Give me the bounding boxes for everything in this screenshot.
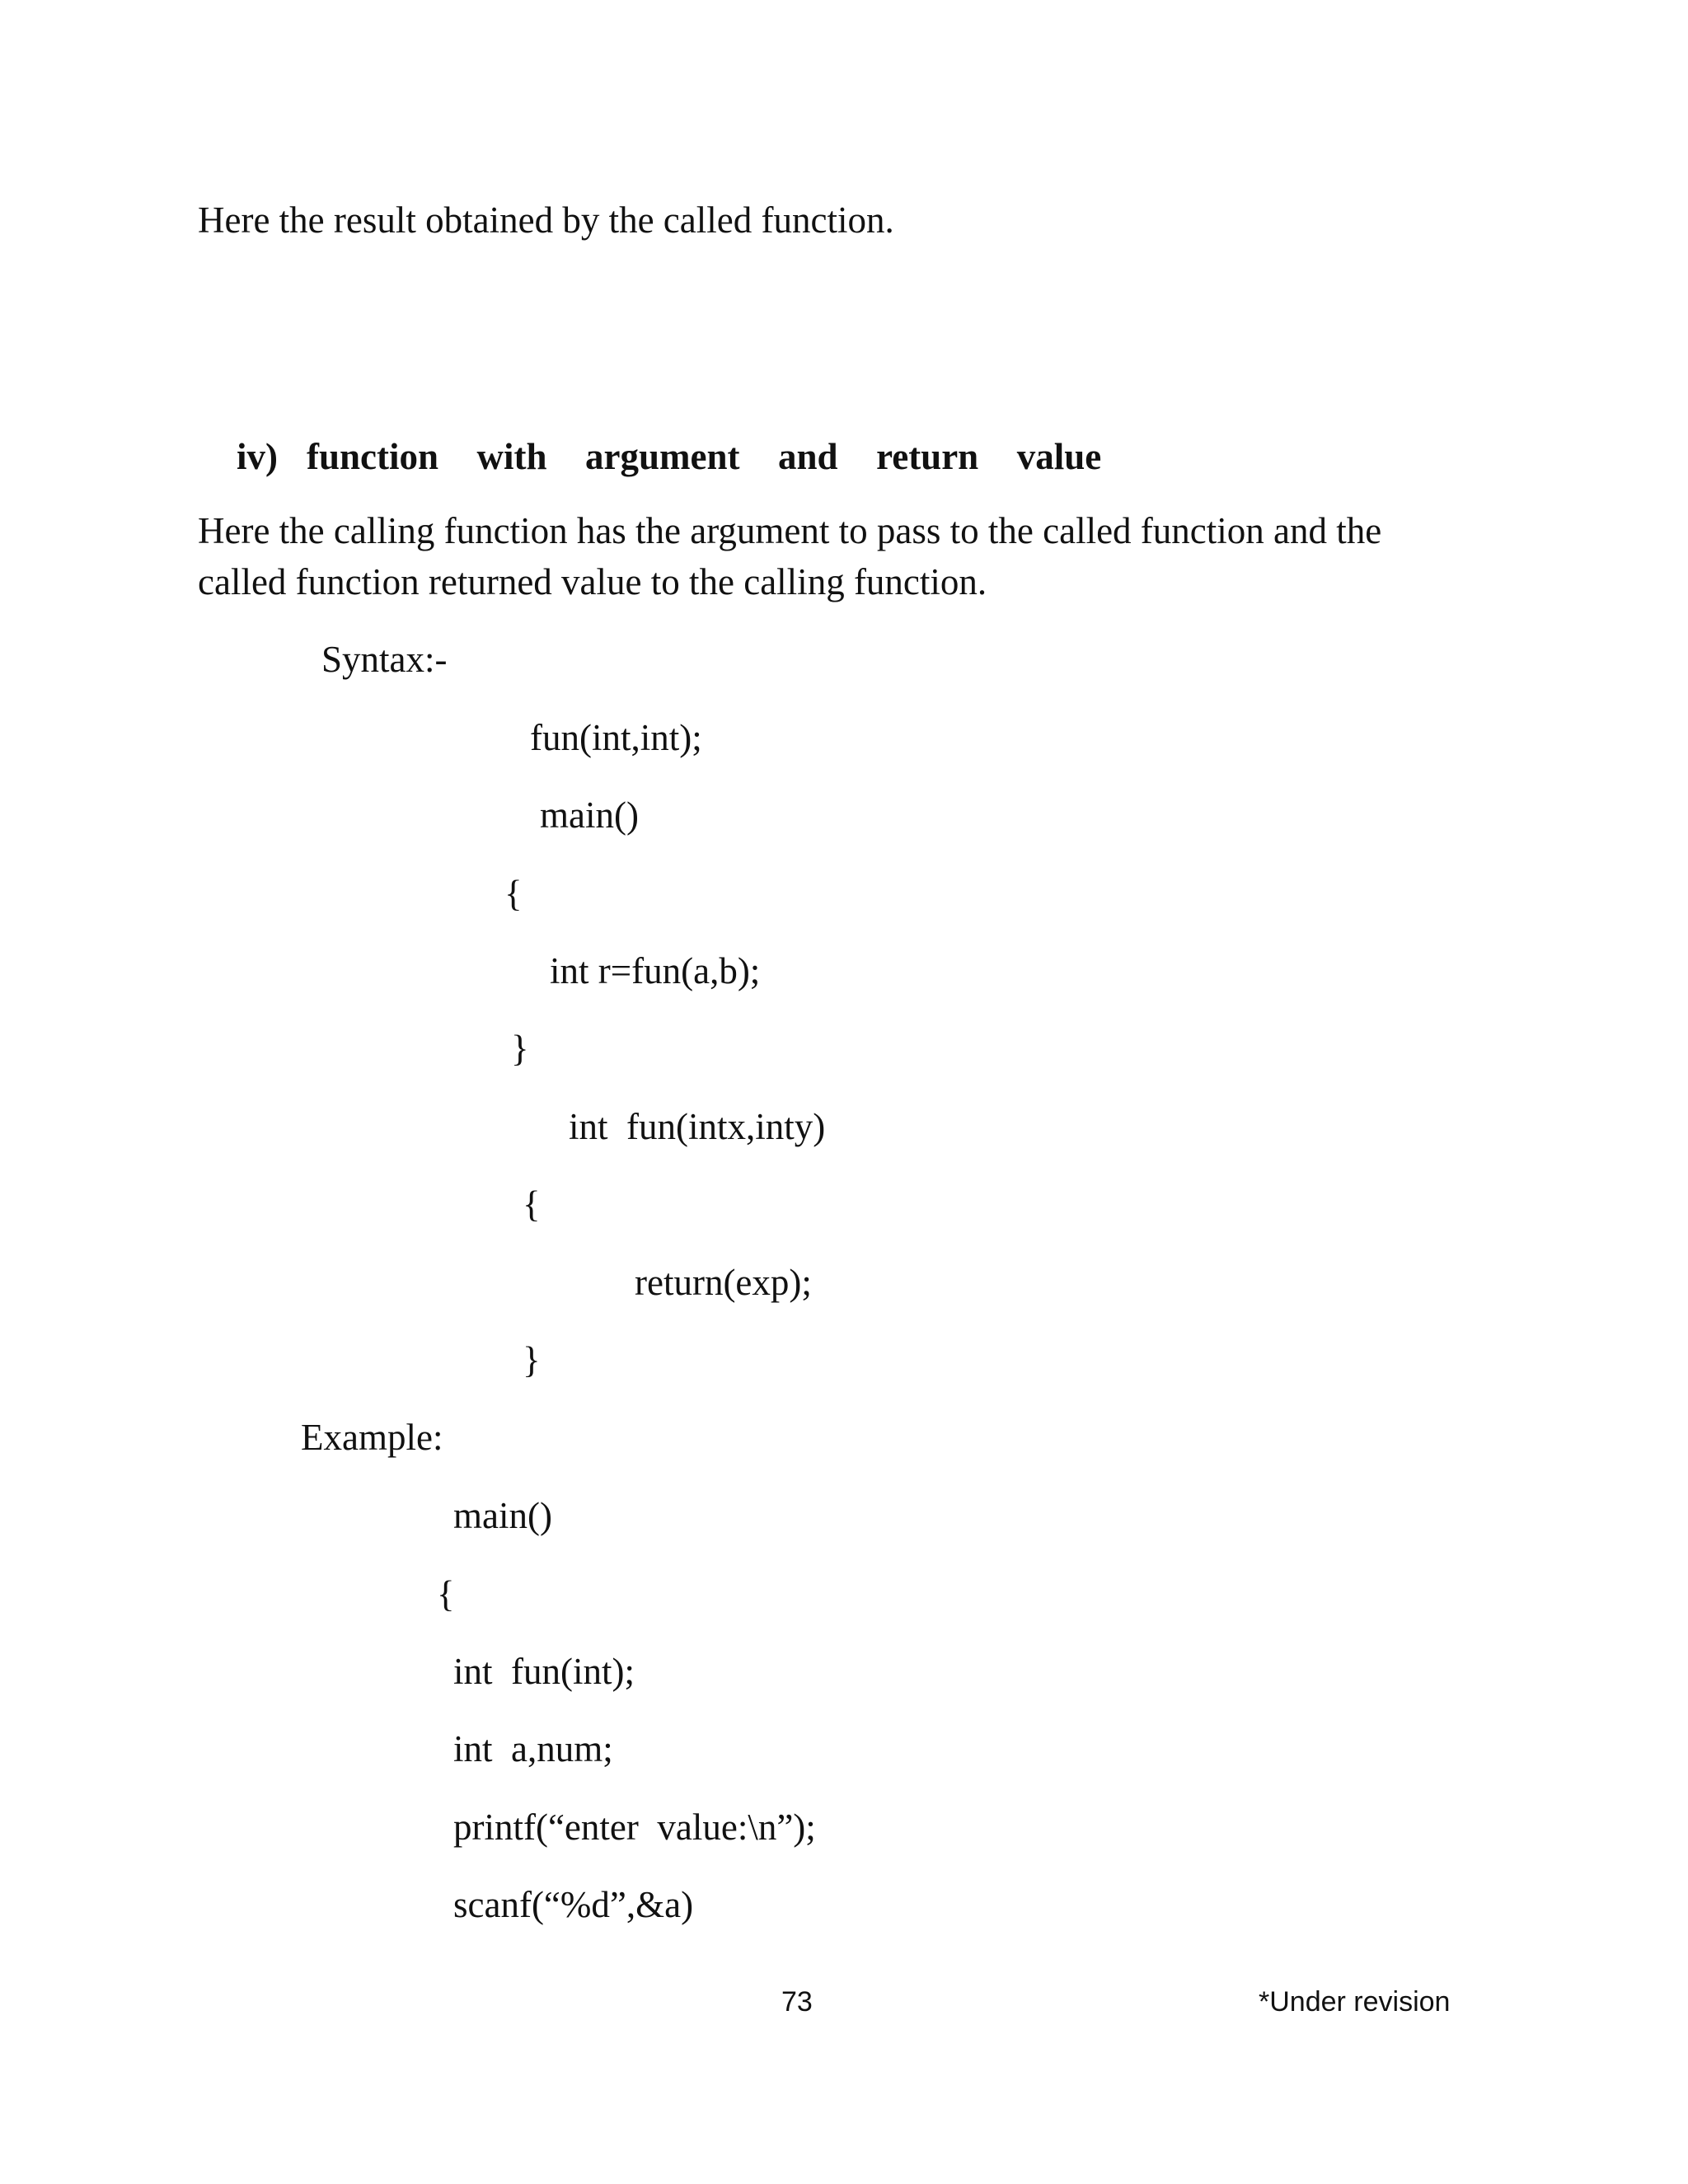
example-line: printf(“enter value:\n”);	[453, 1807, 816, 1848]
syntax-label: Syntax:-	[321, 639, 448, 680]
section-number: iv)	[237, 436, 278, 477]
example-label: Example:	[301, 1417, 443, 1458]
section-title: function with argument and return value	[307, 436, 1102, 477]
example-line: scanf(“%d”,&a)	[453, 1884, 694, 1925]
syntax-line: int fun(intx,inty)	[569, 1106, 826, 1147]
revision-note: *Under revision	[1259, 1986, 1451, 2018]
paragraph-line-2: called function returned value to the calling function.	[198, 561, 987, 602]
syntax-line: }	[523, 1339, 541, 1380]
syntax-line: return(exp);	[635, 1262, 812, 1303]
example-line: int fun(int);	[453, 1651, 635, 1692]
paragraph-line-1: Here the calling function has the argument to pass to the called function and the	[198, 510, 1382, 551]
intro-text: Here the result obtained by the called function.	[198, 199, 894, 241]
syntax-line: {	[504, 873, 523, 914]
example-line: int a,num;	[453, 1728, 613, 1769]
syntax-line: fun(int,int);	[530, 717, 702, 758]
syntax-line: main()	[540, 794, 639, 836]
example-line: main()	[453, 1495, 552, 1536]
syntax-line: int r=fun(a,b);	[550, 950, 761, 991]
example-line: {	[437, 1573, 455, 1615]
syntax-line: {	[523, 1183, 541, 1225]
page-number: 73	[781, 1986, 813, 2018]
syntax-line: }	[511, 1028, 529, 1069]
